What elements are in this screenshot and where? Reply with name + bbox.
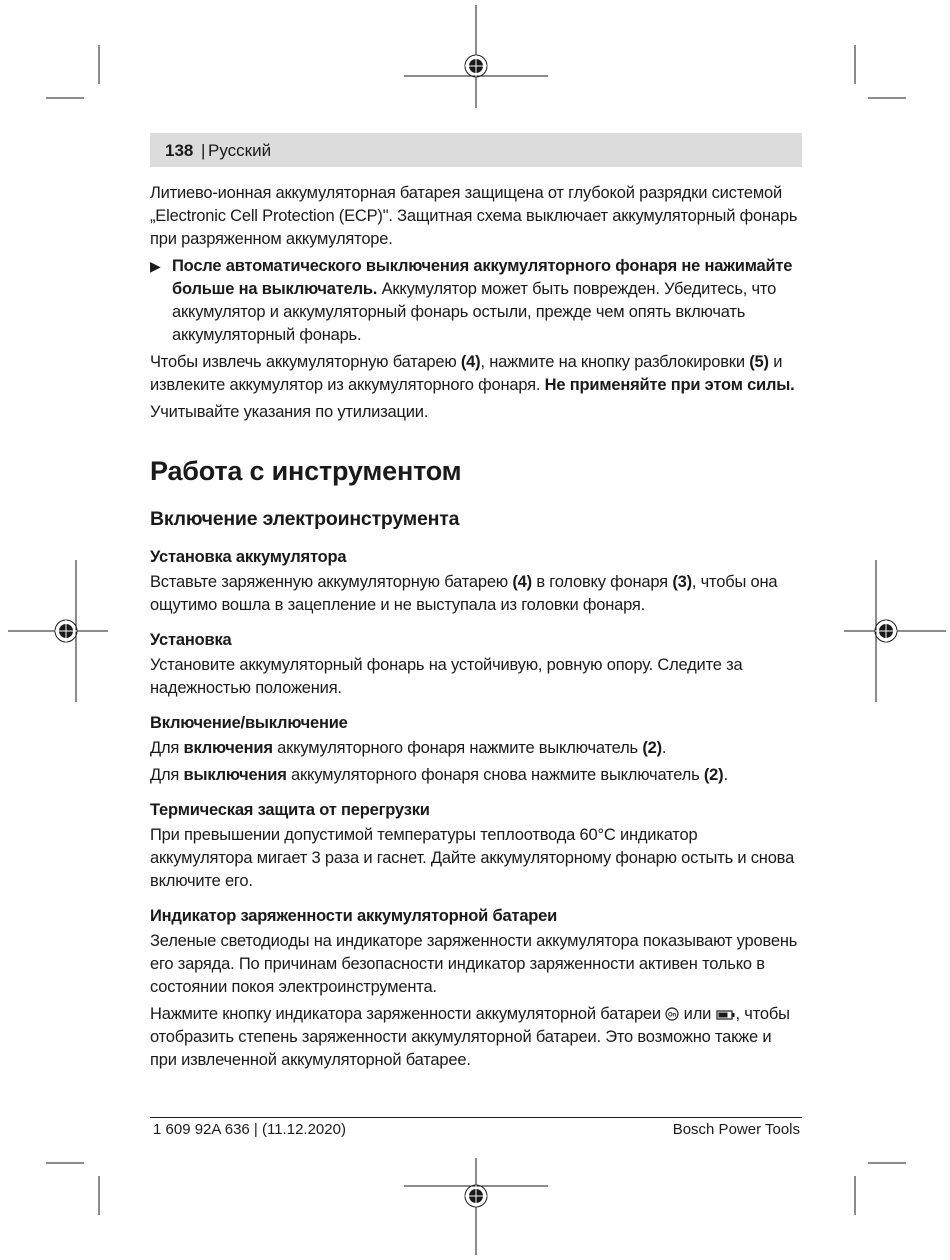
ref-4: (4) xyxy=(460,353,481,371)
text: Вставьте заряженную аккумуляторную батарею xyxy=(150,573,513,591)
header-separator: | xyxy=(201,141,206,160)
subsection-heading-startup: Включение электроинструмента xyxy=(150,508,460,530)
header-language: Русский xyxy=(208,141,272,160)
text: и извлеките аккумулятор из аккумуляторного фонаря. xyxy=(150,353,783,394)
bullet-arrow-icon: ▶ xyxy=(150,258,161,274)
ref-4: (4) xyxy=(512,573,532,591)
heading-thermal: Термическая защита от перегрузки xyxy=(150,801,430,819)
footer-brand: Bosch Power Tools xyxy=(672,1121,800,1138)
text: аккумуляторного фонаря снова нажмите выключатель xyxy=(286,766,704,784)
text: аккумуляторного фонаря нажмите выключатель xyxy=(272,739,643,757)
registration-mark-left xyxy=(55,620,77,642)
footer-rule xyxy=(150,1117,802,1118)
ref-5: (5) xyxy=(749,353,769,371)
paragraph-ecp: Литиево-ионная аккумуляторная батарея защищена от глубокой разрядки системой „Electronic Cell Protection (ECP)". Защитная схема выключает аккумуляторный фонарь при разряженном аккумуляторе. xyxy=(150,184,798,248)
paragraph-install: Установите аккумуляторный фонарь на устойчивую, ровную опору. Следите за надежностью положения. xyxy=(150,656,743,697)
warning-text: Аккумулятор может быть поврежден. Убедитесь, что аккумулятор и аккумуляторный фонарь остыли, прежде чем опять включать аккумуляторный фонарь. xyxy=(172,280,777,344)
warning-bold: После автоматического выключения аккумуляторного фонаря не нажимайте больше на выключатель. xyxy=(172,257,793,298)
svg-text:On: On xyxy=(668,1012,677,1019)
text: , чтобы она ощутимо вошла в зацепление и не выступала из головки фонаря. xyxy=(150,573,778,614)
ref-3: (3) xyxy=(672,573,692,591)
heading-charge-indicator: Индикатор заряженности аккумуляторной батареи xyxy=(150,907,558,925)
registration-mark-top xyxy=(465,55,487,77)
text: , чтобы отобразить степень заряженности аккумуляторной батареи. Это возможно также и при извлеченной аккумуляторной батарее. xyxy=(150,1005,790,1069)
page-content xyxy=(150,182,802,1076)
paragraph-switch-off xyxy=(150,764,802,787)
text: Чтобы извлечь аккумуляторную батарею xyxy=(150,353,461,371)
ref-2: (2) xyxy=(642,739,662,757)
paragraph-disposal: Учитывайте указания по утилизации. xyxy=(150,403,429,421)
paragraph-charge-button xyxy=(150,1003,802,1072)
no-force-warning: Не применяйте при этом силы. xyxy=(544,376,795,394)
bold-off: выключения xyxy=(183,766,287,784)
text: , нажмите на кнопку разблокировки xyxy=(480,353,750,371)
footer-doc-id: 1 609 92A 636 | (11.12.2020) xyxy=(153,1121,346,1138)
paragraph-battery-install xyxy=(150,571,802,617)
text: Для xyxy=(150,766,184,784)
registration-mark-bottom xyxy=(465,1185,487,1207)
battery-icon xyxy=(716,1009,736,1021)
text: . xyxy=(661,739,667,757)
on-button-icon xyxy=(665,1007,679,1021)
section-heading-operation: Работа с инструментом xyxy=(150,456,462,486)
warning-bullet xyxy=(150,255,802,347)
text: Для xyxy=(150,739,184,757)
paragraph-switch-on xyxy=(150,737,802,760)
page-number: 138 xyxy=(165,141,194,160)
heading-battery-install: Установка аккумулятора xyxy=(150,548,347,566)
paragraph-charge-indicator: Зеленые светодиоды на индикаторе заряженности аккумулятора показывают уровень его заряда. По причинам безопасности индикатор заряженности активен только в состоянии покоя электроинструмента. xyxy=(150,932,798,996)
text: Нажмите кнопку индикатора заряженности аккумуляторной батареи xyxy=(150,1005,666,1023)
text: в головку фонаря xyxy=(531,573,673,591)
paragraph-thermal: При превышении допустимой температуры теплоотвода 60°C индикатор аккумулятора мигает 3 раза и гаснет. Дайте аккумуляторному фонарю остыть и снова включите его. xyxy=(150,826,795,890)
bold-on: включения xyxy=(183,739,273,757)
registration-mark-right xyxy=(875,620,897,642)
text: или xyxy=(679,1005,716,1023)
paragraph-remove-battery xyxy=(150,351,802,397)
ref-2: (2) xyxy=(703,766,724,784)
text: . xyxy=(723,766,728,784)
heading-on-off: Включение/выключение xyxy=(150,714,348,732)
heading-install: Установка xyxy=(150,631,232,649)
